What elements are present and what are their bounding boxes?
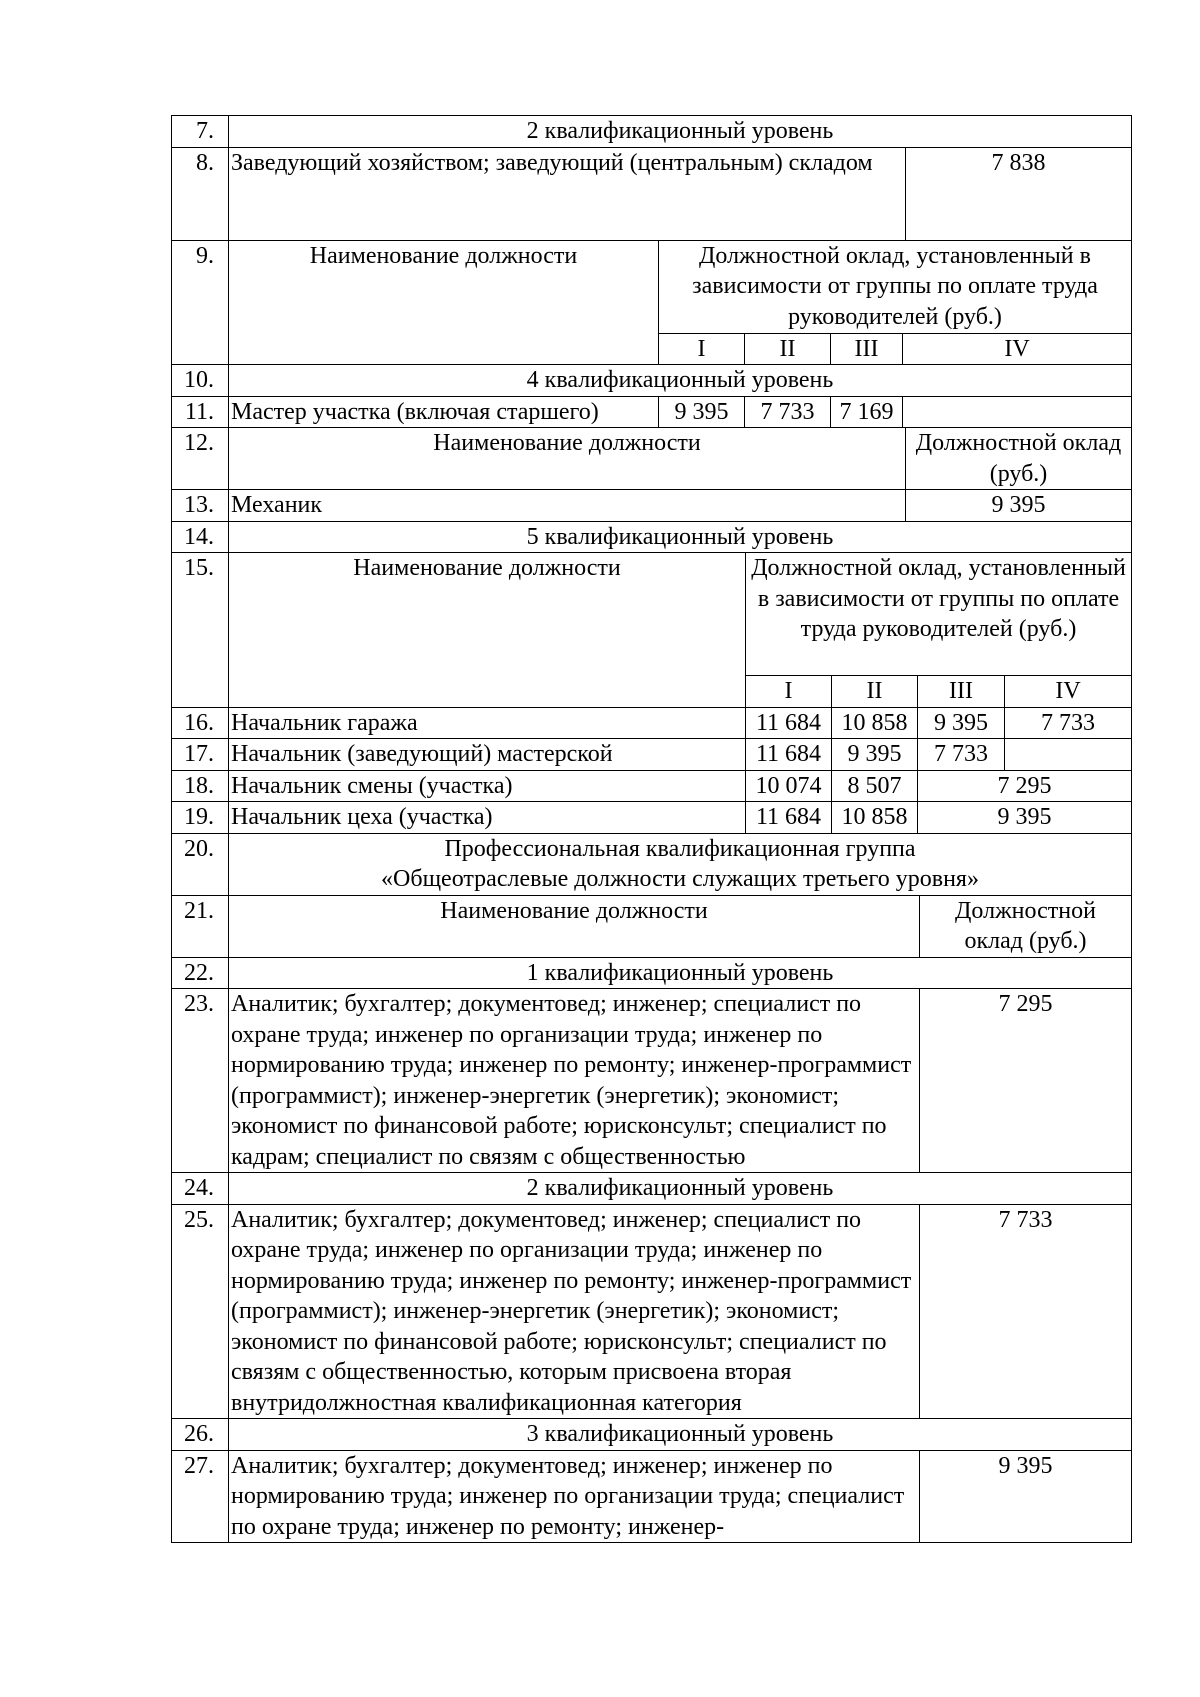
group-header: III [831,333,903,365]
table-block-e [171,833,1132,1544]
salary-value: 9 395 [920,1450,1132,1543]
row-number: 12. [172,428,229,490]
salary-value: 7 838 [906,147,1132,240]
table-row [172,1419,1132,1451]
column-header-salary: Должностной оклад, установленный в зависимости от группы по оплате труда руководителей (руб.) [659,240,1132,333]
position-name: Мастер участка (включая старшего) [229,396,659,428]
row-number: 15. [172,553,229,708]
group-title-line-1: Профессиональная квалификационная группа [444,835,916,862]
table-row [172,428,1132,490]
salary-value: 9 395 [918,802,1132,834]
position-name: Аналитик; бухгалтер; документовед; инженер; специалист по охране труда; инженер по организации труда; инженер по нормированию труда; инженер по ремонту; инженер-программист (программист); инженер-энергетик (энергетик); экономист; экономист по финансовой работе; юрисконсульт; специалист по кадрам; специалист по связям с общественностью [229,989,920,1173]
level-heading: 1 квалификационный уровень [229,957,1132,989]
table-row [172,365,1132,397]
row-number: 20. [172,833,229,895]
table-row [172,1204,1132,1419]
table-block-b [171,240,1132,429]
position-name: Начальник (заведующий) мастерской [229,739,746,771]
salary-value: 7 169 [831,396,903,428]
salary-value [903,396,1132,428]
row-number: 25. [172,1204,229,1419]
row-number: 13. [172,490,229,522]
table-row [172,1173,1132,1205]
group-header: II [745,333,831,365]
level-heading: 2 квалификационный уровень [229,116,1132,148]
salary-value: 8 507 [832,770,918,802]
row-number: 24. [172,1173,229,1205]
column-header-name: Наименование должности [229,895,920,957]
salary-value: 7 733 [1005,707,1132,739]
row-number: 14. [172,521,229,553]
table-row [172,396,1132,428]
position-name: Аналитик; бухгалтер; документовед; инженер; инженер по нормированию труда; инженер по организации труда; специалист по охране труда; инженер по ремонту; инженер- [229,1450,920,1543]
row-number: 18. [172,770,229,802]
table-block-d [171,552,1132,834]
table-block-a [171,115,1132,241]
row-number: 17. [172,739,229,771]
position-name: Начальник гаража [229,707,746,739]
row-number: 26. [172,1419,229,1451]
level-heading: 3 квалификационный уровень [229,1419,1132,1451]
salary-value: 7 733 [920,1204,1132,1419]
table-row [172,553,1132,676]
salary-value: 9 395 [659,396,745,428]
salary-value: 11 684 [746,707,832,739]
table-row [172,116,1132,148]
salary-value: 11 684 [746,802,832,834]
position-name: Начальник смены (участка) [229,770,746,802]
salary-value: 9 395 [832,739,918,771]
row-number: 9. [172,240,229,365]
row-number: 19. [172,802,229,834]
row-number: 27. [172,1450,229,1543]
salary-value: 11 684 [746,739,832,771]
level-heading: 5 квалификационный уровень [229,521,1132,553]
salary-value: 10 858 [832,802,918,834]
position-name: Начальник цеха (участка) [229,802,746,834]
salary-value [1005,739,1132,771]
level-heading: 2 квалификационный уровень [229,1173,1132,1205]
table-row [172,490,1132,522]
row-number: 21. [172,895,229,957]
group-header: I [659,333,745,365]
position-name: Заведующий хозяйством; заведующий (центральным) складом [229,147,906,240]
table-row [172,957,1132,989]
row-number: 10. [172,365,229,397]
salary-value: 7 295 [918,770,1132,802]
column-header-salary: Должностной оклад, установленный в зависимости от группы по оплате труда руководителей (руб.) [746,553,1132,676]
salary-value: 7 733 [918,739,1005,771]
column-header-salary: Должностной оклад (руб.) [906,428,1132,490]
table-row [172,240,1132,333]
column-header-name: Наименование должности [229,240,659,365]
row-number: 23. [172,989,229,1173]
group-header: I [746,676,832,708]
group-header: IV [1005,676,1132,708]
table-row [172,739,1132,771]
table-row [172,1450,1132,1543]
salary-value: 7 295 [920,989,1132,1173]
salary-value: 9 395 [918,707,1005,739]
table-row [172,802,1132,834]
group-header: II [832,676,918,708]
level-heading: 4 квалификационный уровень [229,365,1132,397]
row-number: 16. [172,707,229,739]
salary-table [171,115,1132,1543]
column-header-name: Наименование должности [229,428,906,490]
row-number: 8. [172,147,229,240]
table-row [172,707,1132,739]
group-header: IV [903,333,1132,365]
group-header: III [918,676,1005,708]
table-block-c [171,427,1132,553]
position-name: Аналитик; бухгалтер; документовед; инженер; специалист по охране труда; инженер по организации труда; инженер по нормированию труда; инженер по ремонту; инженер-программист (программист); инженер-энергетик (энергетик); экономист; экономист по финансовой работе; юрисконсульт; специалист по связям с общественностью, которым присвоена вторая внутридолжностная квалификационная категория [229,1204,920,1419]
table-row [172,833,1132,895]
salary-value: 10 074 [746,770,832,802]
table-row [172,521,1132,553]
salary-value: 9 395 [906,490,1132,522]
salary-value: 7 733 [745,396,831,428]
row-number: 22. [172,957,229,989]
column-header-salary: Должностной оклад (руб.) [920,895,1132,957]
position-name: Механик [229,490,906,522]
table-row [172,147,1132,240]
row-number: 7. [172,116,229,148]
row-number: 11. [172,396,229,428]
group-title-line-2: «Общеотраслевые должности служащих третьего уровня» [381,866,979,892]
table-row [172,989,1132,1173]
table-row [172,895,1132,957]
table-row [172,770,1132,802]
column-header-name: Наименование должности [229,553,746,708]
group-title [229,833,1132,895]
salary-value: 10 858 [832,707,918,739]
